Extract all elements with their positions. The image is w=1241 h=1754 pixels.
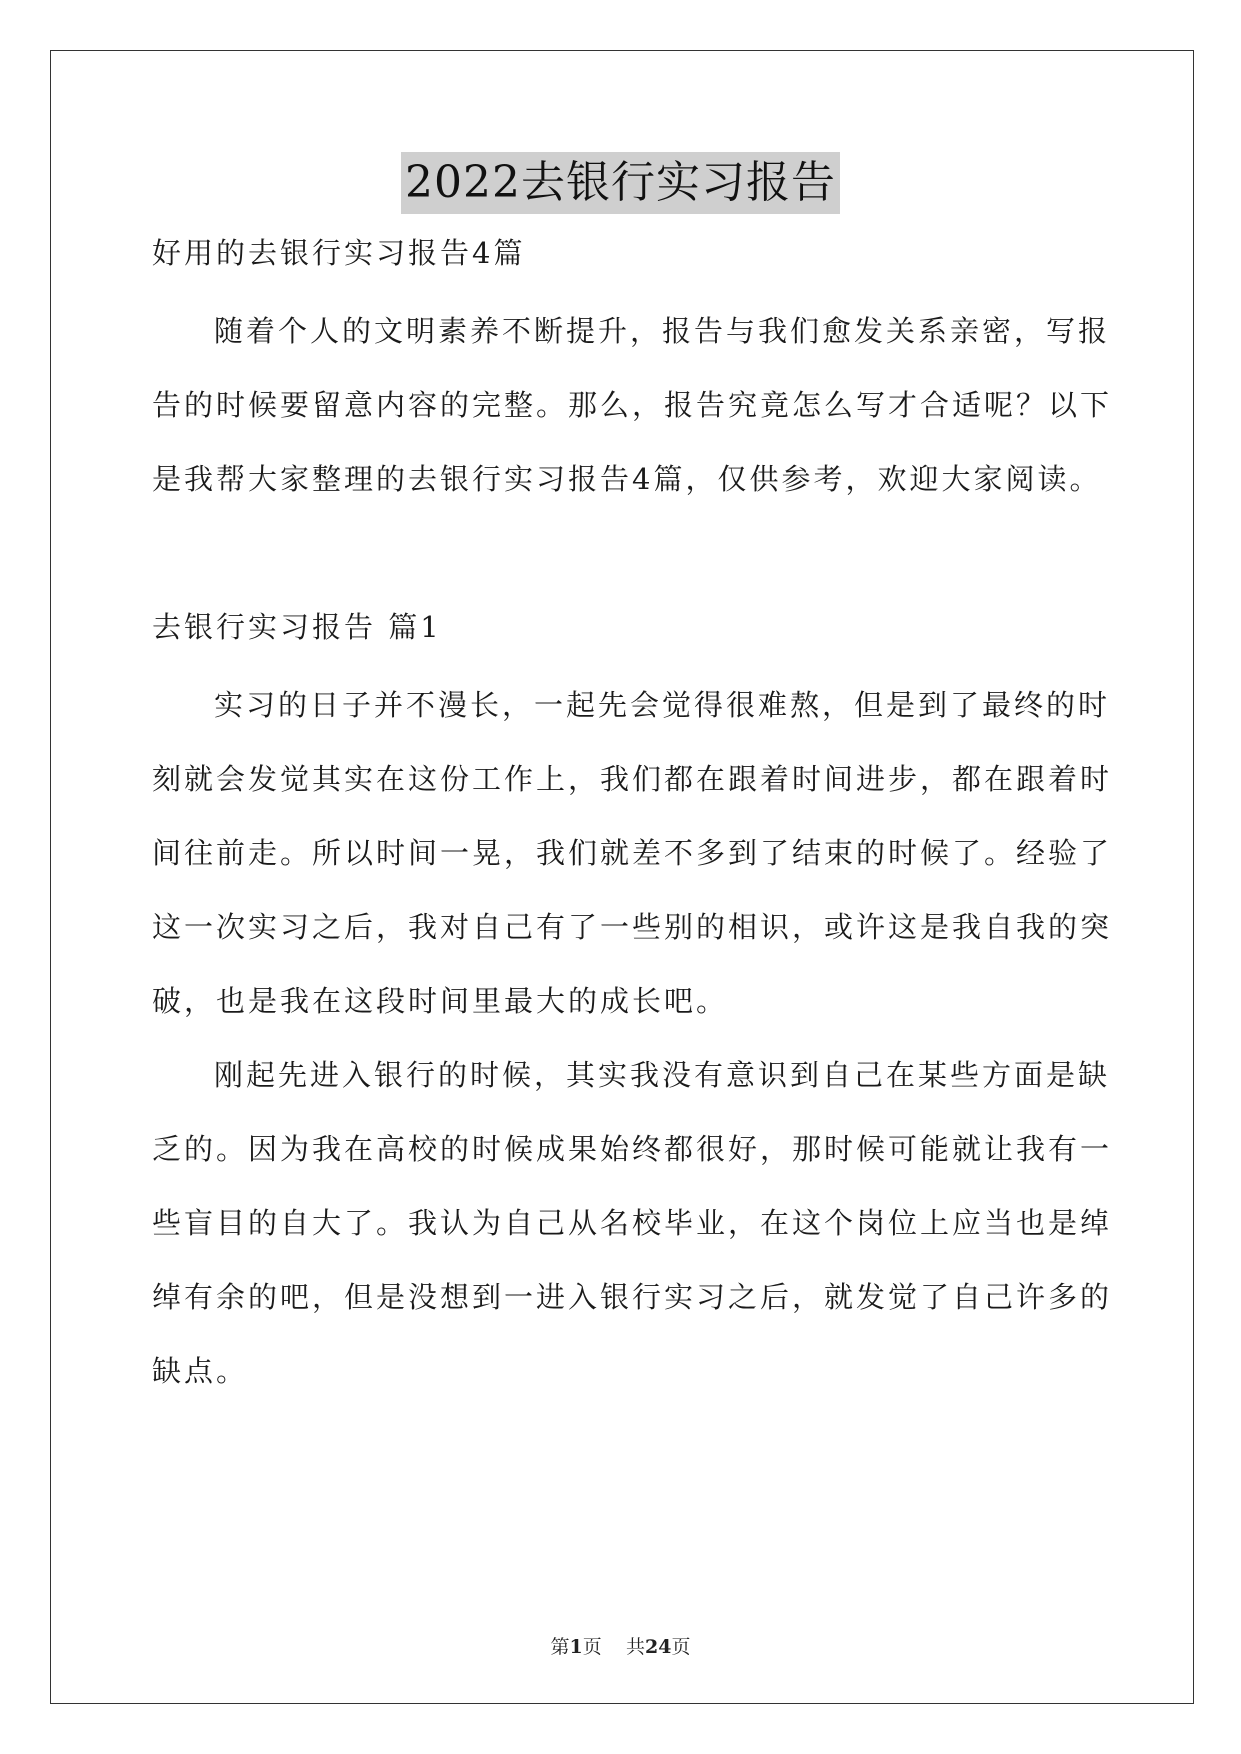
- title-container: [0, 152, 1241, 214]
- paragraph-line: 绰有余的吧，但是没想到一进入银行实习之后，就发觉了自己许多的: [152, 1280, 1113, 1314]
- page-unit: 页: [582, 1636, 602, 1658]
- page-footer: [0, 1632, 1241, 1659]
- paragraph-line: 刚起先进入银行的时候，其实我没有意识到自己在某些方面是缺: [214, 1058, 1111, 1092]
- page-prefix: 第: [550, 1636, 570, 1658]
- intro-paragraph: [152, 310, 1113, 500]
- current-page-number: 1: [569, 1636, 583, 1658]
- body-paragraph-2: [152, 1054, 1113, 1392]
- document-body: [152, 232, 1113, 1392]
- paragraph-line: 随着个人的文明素养不断提升，报告与我们愈发关系亲密，写报: [214, 314, 1111, 348]
- total-unit: 页: [671, 1636, 691, 1658]
- body-paragraph-1: [152, 684, 1113, 1022]
- paragraph-line: 破，也是我在这段时间里最大的成长吧。: [152, 984, 729, 1018]
- paragraph-line: 实习的日子并不漫长，一起先会觉得很难熬，但是到了最终的时: [214, 688, 1111, 722]
- total-prefix: 共: [625, 1636, 645, 1658]
- document-subtitle: 好用的去银行实习报告4篇: [152, 236, 526, 270]
- paragraph-line: 是我帮大家整理的去银行实习报告4篇，仅供参考，欢迎大家阅读。: [152, 462, 1102, 496]
- paragraph-line: 刻就会发觉其实在这份工作上，我们都在跟着时间进步，都在跟着时: [152, 762, 1113, 796]
- document-title: 2022去银行实习报告: [401, 152, 840, 214]
- total-page-count: 24: [644, 1636, 672, 1658]
- paragraph-line: 间往前走。所以时间一晃，我们就差不多到了结束的时候了。经验了: [152, 836, 1113, 870]
- paragraph-line: 乏的。因为我在高校的时候成果始终都很好，那时候可能就让我有一: [152, 1132, 1113, 1166]
- paragraph-line: 这一次实习之后，我对自己有了一些别的相识，或许这是我自我的突: [152, 910, 1113, 944]
- paragraph-line: 缺点。: [152, 1354, 249, 1388]
- paragraph-line: 告的时候要留意内容的完整。那么，报告究竟怎么写才合适呢？以下: [152, 388, 1113, 422]
- paragraph-line: 些盲目的自大了。我认为自己从名校毕业，在这个岗位上应当也是绰: [152, 1206, 1113, 1240]
- section-heading: 去银行实习报告 篇1: [152, 610, 442, 644]
